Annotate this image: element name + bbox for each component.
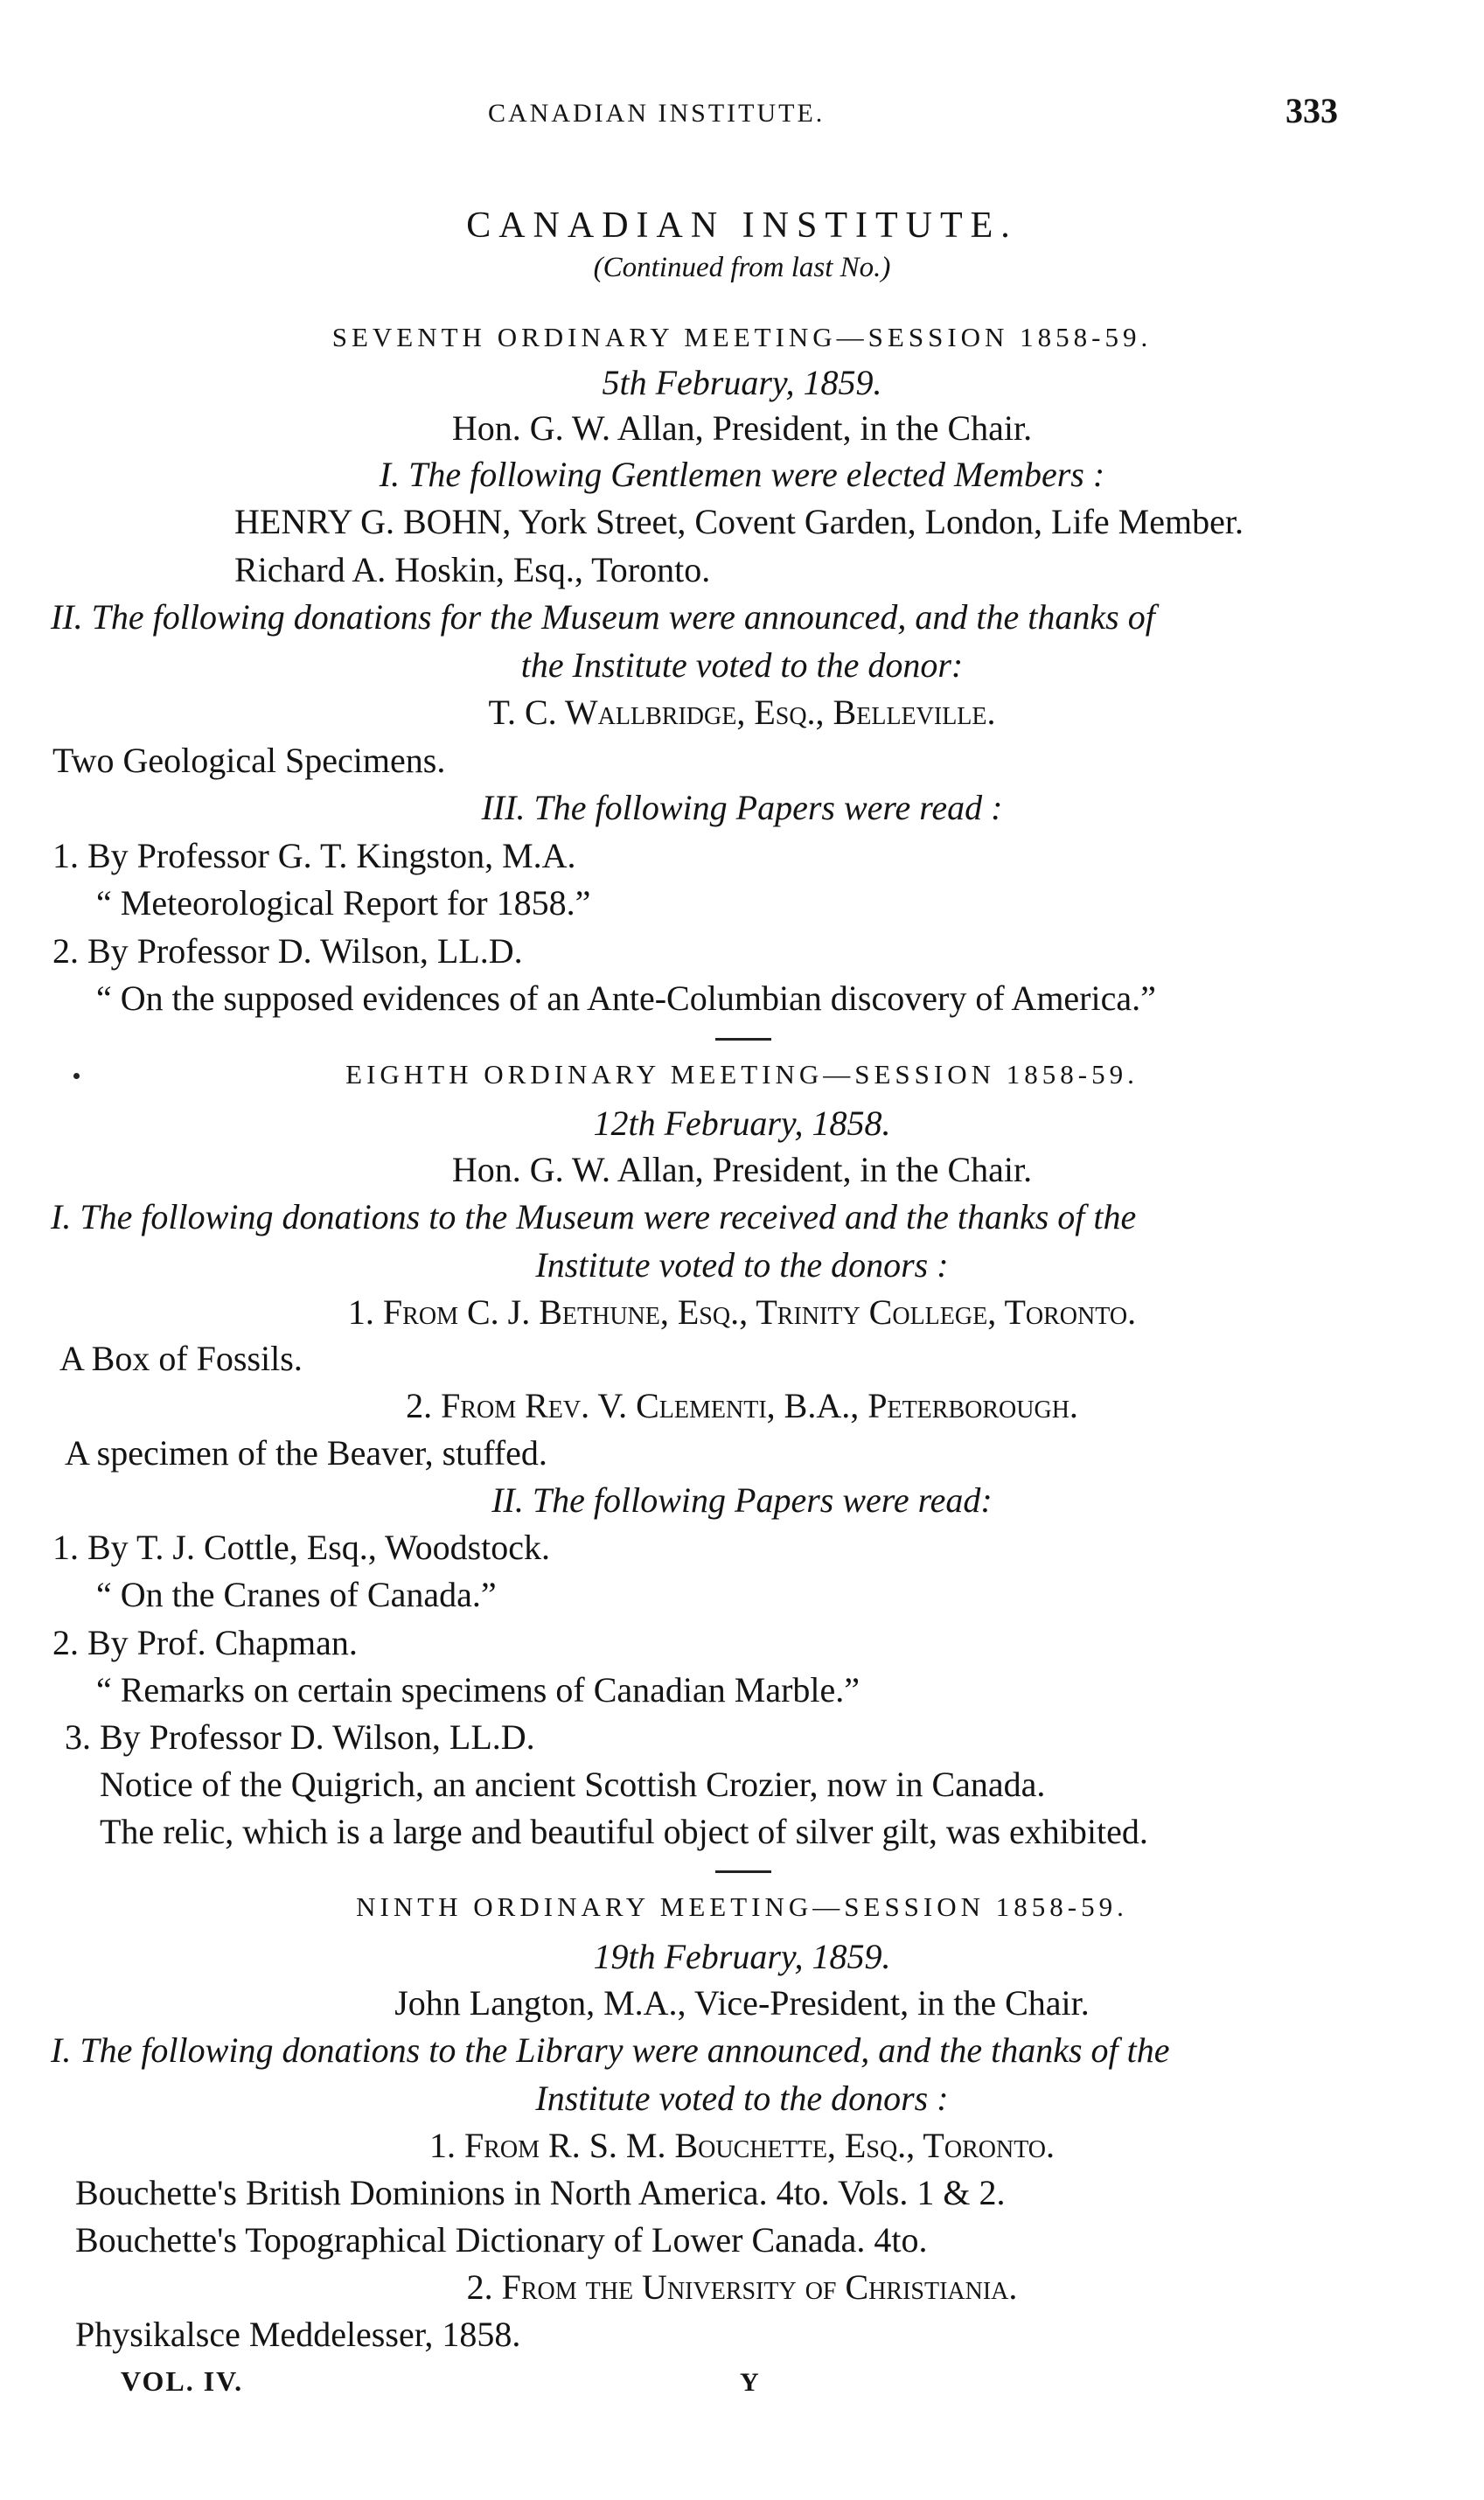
eighth-donations-heading-1: I. The following donations to the Museum were received and the thanks of the bbox=[51, 1197, 1137, 1236]
continued-note: (Continued from last No.) bbox=[593, 252, 891, 283]
ninth-donations-heading-1: I. The following donations to the Library were announced, and the thanks of the bbox=[51, 2030, 1170, 2070]
seventh-member-1: HENRY G. BOHN, York Street, Covent Garden, London, Life Member. bbox=[234, 502, 1244, 541]
ninth-donor-1: 1. From R. S. M. Bouchette, Esq., Toronto. bbox=[428, 2126, 1056, 2165]
eighth-donor-1: 1. From C. J. Bethune, Esq., Trinity College, Toronto. bbox=[347, 1292, 1137, 1332]
eighth-paper-3: 3. By Professor D. Wilson, LL.D. bbox=[65, 1717, 535, 1757]
eighth-item-2: A specimen of the Beaver, stuffed. bbox=[65, 1433, 547, 1473]
eighth-donor-2: 2. From Rev. V. Clementi, B.A., Peterborough. bbox=[406, 1386, 1078, 1425]
seventh-donations-heading-2: the Institute voted to the donor: bbox=[520, 645, 964, 685]
eighth-paper-3-note: The relic, which is a large and beautiful object of silver gilt, was exhibited. bbox=[100, 1812, 1148, 1851]
eighth-papers-heading: II. The following Papers were read: bbox=[491, 1480, 993, 1520]
seventh-paper-1-title: “ Meteorological Report for 1858.” bbox=[96, 883, 591, 923]
seventh-member-2: Richard A. Hoskin, Esq., Toronto. bbox=[234, 550, 711, 589]
ninth-donations-heading-2: Institute voted to the donors : bbox=[535, 2079, 949, 2118]
eighth-donations-heading-2: Institute voted to the donors : bbox=[535, 1245, 949, 1285]
running-head-title: CANADIAN INSTITUTE. bbox=[488, 99, 826, 128]
ninth-meeting-heading: NINTH ORDINARY MEETING—SESSION 1858-59. bbox=[356, 1891, 1128, 1922]
ninth-donor-2: 2. From the University of Christiania. bbox=[466, 2267, 1018, 2307]
page-number: 333 bbox=[1285, 91, 1338, 130]
seventh-donations-heading-1: II. The following donations for the Museum were announced, and the thanks of bbox=[51, 597, 1155, 637]
section-divider bbox=[715, 1038, 771, 1041]
seventh-paper-2: 2. By Professor D. Wilson, LL.D. bbox=[52, 931, 523, 971]
eighth-item-1: A Box of Fossils. bbox=[59, 1339, 303, 1378]
eighth-paper-1: 1. By T. J. Cottle, Esq., Woodstock. bbox=[52, 1528, 551, 1567]
seventh-donation-item: Two Geological Specimens. bbox=[52, 741, 446, 780]
eighth-paper-2: 2. By Prof. Chapman. bbox=[52, 1623, 358, 1662]
ninth-meeting-chair: John Langton, M.A., Vice-President, in the Chair. bbox=[394, 1983, 1090, 2023]
seventh-members-heading: I. The following Gentlemen were elected Members : bbox=[379, 455, 1105, 494]
section-divider bbox=[715, 1870, 771, 1873]
ninth-meeting-date: 19th February, 1859. bbox=[593, 1937, 891, 1976]
seventh-papers-heading: III. The following Papers were read : bbox=[481, 788, 1003, 827]
signature-mark: VOL. IV. bbox=[121, 2365, 244, 2397]
seventh-paper-2-title: “ On the supposed evidences of an Ante-Columbian discovery of America.” bbox=[96, 978, 1156, 1018]
eighth-paper-2-title: “ Remarks on certain specimens of Canadian Marble.” bbox=[96, 1670, 860, 1710]
eighth-meeting-chair: Hon. G. W. Allan, President, in the Chair. bbox=[451, 1150, 1033, 1189]
seventh-donor: T. C. Wallbridge, Esq., Belleville. bbox=[488, 693, 996, 732]
sheet-mark: Y bbox=[740, 2368, 759, 2397]
seventh-meeting-chair: Hon. G. W. Allan, President, in the Chair. bbox=[451, 408, 1033, 448]
eighth-meeting-date: 12th February, 1858. bbox=[593, 1104, 891, 1143]
ninth-item-1b: Bouchette's Topographical Dictionary of Lower Canada. 4to. bbox=[75, 2220, 928, 2260]
ninth-item-2: Physikalsce Meddelesser, 1858. bbox=[75, 2315, 521, 2354]
eighth-paper-1-title: “ On the Cranes of Canada.” bbox=[96, 1575, 497, 1614]
article-title: CANADIAN INSTITUTE. bbox=[466, 205, 1018, 246]
seventh-meeting-heading: SEVENTH ORDINARY MEETING—SESSION 1858-59. bbox=[331, 322, 1153, 352]
eighth-paper-3-title: Notice of the Quigrich, an ancient Scottish Crozier, now in Canada. bbox=[100, 1765, 1046, 1804]
eighth-meeting-heading: EIGHTH ORDINARY MEETING—SESSION 1858-59. bbox=[345, 1059, 1139, 1090]
seventh-meeting-date: 5th February, 1859. bbox=[602, 363, 882, 402]
seventh-paper-1: 1. By Professor G. T. Kingston, M.A. bbox=[52, 836, 576, 875]
ninth-item-1a: Bouchette's British Dominions in North America. 4to. Vols. 1 & 2. bbox=[75, 2173, 1006, 2212]
